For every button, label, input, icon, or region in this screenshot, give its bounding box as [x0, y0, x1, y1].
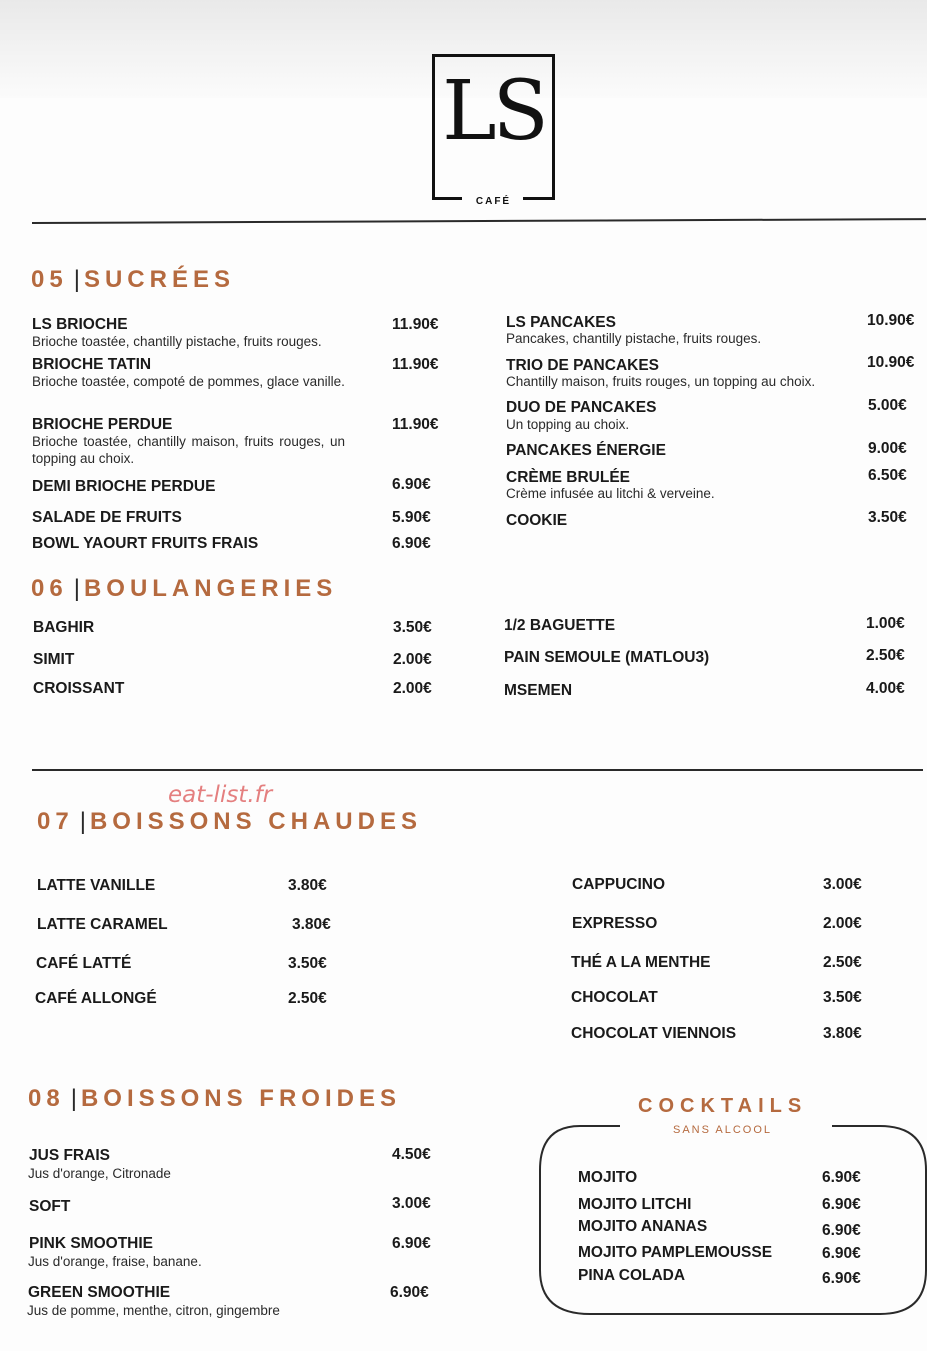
menu-item-price: 10.90€ — [867, 312, 915, 329]
cocktail-price: 6.90€ — [822, 1245, 861, 1262]
menu-item-desc: Jus d'orange, Citronade — [28, 1166, 171, 1181]
cocktail-name: MOJITO PAMPLEMOUSSE — [578, 1244, 773, 1261]
menu-item-name: PAIN SEMOULE (MATLOU3) — [504, 649, 710, 666]
menu-item-price: 4.50€ — [392, 1146, 431, 1163]
menu-item-price: 2.00€ — [393, 680, 432, 697]
menu-item-name: JUS FRAIS — [29, 1147, 110, 1164]
menu-item-price: 4.00€ — [866, 680, 905, 697]
watermark: eat-list.fr — [168, 782, 273, 808]
menu-item-price: 3.80€ — [292, 916, 331, 933]
menu-item-price: 2.00€ — [393, 651, 432, 668]
cocktail-price: 6.90€ — [822, 1169, 861, 1186]
menu-item-name: EXPRESSO — [572, 915, 658, 932]
menu-item-name: SALADE DE FRUITS — [32, 509, 182, 526]
menu-item-name: CROISSANT — [33, 680, 125, 697]
menu-item-price: 2.50€ — [866, 647, 905, 664]
menu-item-name: SOFT — [29, 1198, 71, 1215]
menu-item-desc: Crème infusée au litchi & verveine. — [506, 486, 715, 501]
section-title-boissons-chaudes: 07 | BOISSONS CHAUDES — [37, 808, 422, 835]
menu-item-price: 6.90€ — [392, 476, 431, 493]
menu-item-price: 6.90€ — [392, 535, 431, 552]
menu-item-price: 3.50€ — [393, 619, 432, 636]
menu-item-desc: Pancakes, chantilly pistache, fruits rouges. — [506, 331, 762, 346]
cocktail-price: 6.90€ — [822, 1196, 861, 1213]
cocktail-name: MOJITO LITCHI — [578, 1196, 692, 1213]
cocktail-price: 6.90€ — [822, 1222, 861, 1239]
menu-item-price: 11.90€ — [392, 356, 439, 373]
menu-item-name: CHOCOLAT — [571, 989, 658, 1006]
menu-item-name: THÉ A LA MENTHE — [571, 954, 711, 971]
menu-item-price: 6.50€ — [868, 467, 907, 484]
menu-item-name: CAFÉ LATTÉ — [36, 955, 132, 972]
menu-item-price: 2.50€ — [823, 954, 862, 971]
menu-item-name: LS BRIOCHE — [32, 316, 128, 333]
menu-item-name: BAGHIR — [33, 619, 95, 636]
menu-item-price: 5.00€ — [868, 397, 907, 414]
section-title-boulangeries: 06 | BOULANGERIES — [31, 575, 338, 602]
menu-item-price: 2.50€ — [288, 990, 327, 1007]
menu-item-price: 3.00€ — [392, 1195, 431, 1212]
menu-item-price: 3.50€ — [868, 509, 907, 526]
menu-item-price: 1.00€ — [866, 615, 905, 632]
menu-item-desc: Jus de pomme, menthe, citron, gingembre — [27, 1303, 280, 1318]
menu-item-price: 2.00€ — [823, 915, 862, 932]
menu-item-price: 11.90€ — [392, 416, 439, 433]
cocktail-name: PINA COLADA — [578, 1267, 686, 1284]
menu-item-name: BRIOCHE TATIN — [32, 356, 152, 373]
cocktails-title: COCKTAILS — [638, 1095, 808, 1117]
menu-item-name: CAFÉ ALLONGÉ — [35, 990, 157, 1007]
menu-item-price: 5.90€ — [392, 509, 431, 526]
menu-item-name: LS PANCAKES — [506, 314, 616, 331]
menu-item-desc: Jus d'orange, fraise, banane. — [28, 1254, 202, 1269]
menu-item-name: SIMIT — [33, 651, 75, 668]
cocktail-name: MOJITO — [578, 1169, 638, 1186]
menu-item-price: 3.50€ — [288, 955, 327, 972]
menu-item-name: PANCAKES ÉNERGIE — [506, 442, 666, 459]
menu-item-desc: Brioche toastée, chantilly pistache, fruits rouges. — [32, 334, 322, 349]
menu-item-price: 11.90€ — [392, 316, 439, 333]
logo-subtitle: CAFÉ — [475, 196, 512, 207]
logo-letters: LS — [442, 64, 545, 159]
menu-item-price: 3.80€ — [288, 877, 327, 894]
menu-item-price: 6.90€ — [390, 1284, 429, 1301]
menu-item-price: 3.00€ — [823, 876, 862, 893]
cocktail-price: 6.90€ — [822, 1270, 861, 1287]
menu-item-desc: Un topping au choix. — [506, 417, 630, 432]
section-title-sucrees: 05 | SUCRÉES — [31, 266, 235, 293]
menu-item-price: 10.90€ — [867, 354, 915, 371]
menu-item-desc: Chantilly maison, fruits rouges, un topping au choix. — [506, 374, 816, 389]
menu-item-price: 9.00€ — [868, 440, 907, 457]
cocktails-subtitle: SANS ALCOOL — [673, 1124, 773, 1136]
menu-item-name: DUO DE PANCAKES — [506, 399, 657, 416]
menu-item-name: TRIO DE PANCAKES — [506, 357, 660, 374]
menu-item-price: 3.50€ — [823, 989, 862, 1006]
menu-item-name: COOKIE — [506, 512, 568, 529]
menu-item-name: BOWL YAOURT FRUITS FRAIS — [32, 535, 259, 552]
menu-item-name: BRIOCHE PERDUE — [32, 416, 173, 433]
menu-item-price: 6.90€ — [392, 1235, 431, 1252]
menu-item-name: CHOCOLAT VIENNOIS — [571, 1025, 737, 1042]
menu-item-name: PINK SMOOTHIE — [29, 1235, 154, 1252]
menu-item-name: DEMI BRIOCHE PERDUE — [32, 478, 216, 495]
menu-item-name: GREEN SMOOTHIE — [28, 1284, 171, 1301]
menu-item-desc: Brioche toastée, chantilly maison, fruits rouges, un topping au choix. — [32, 434, 345, 466]
menu-item-name: CRÈME BRULÉE — [506, 469, 631, 486]
menu-item-name: LATTE CARAMEL — [37, 916, 168, 933]
section-title-boissons-froides: 08 | BOISSONS FROIDES — [28, 1085, 401, 1112]
menu-item-desc: Brioche toastée, compoté de pommes, glace vanille. — [32, 374, 345, 389]
menu-item-name: 1/2 BAGUETTE — [504, 617, 616, 634]
menu-item-name: LATTE VANILLE — [37, 877, 156, 894]
cocktail-name: MOJITO ANANAS — [578, 1218, 708, 1235]
menu-item-price: 3.80€ — [823, 1025, 862, 1042]
menu-item-name: CAPPUCINO — [572, 876, 666, 893]
menu-item-name: MSEMEN — [504, 682, 573, 699]
